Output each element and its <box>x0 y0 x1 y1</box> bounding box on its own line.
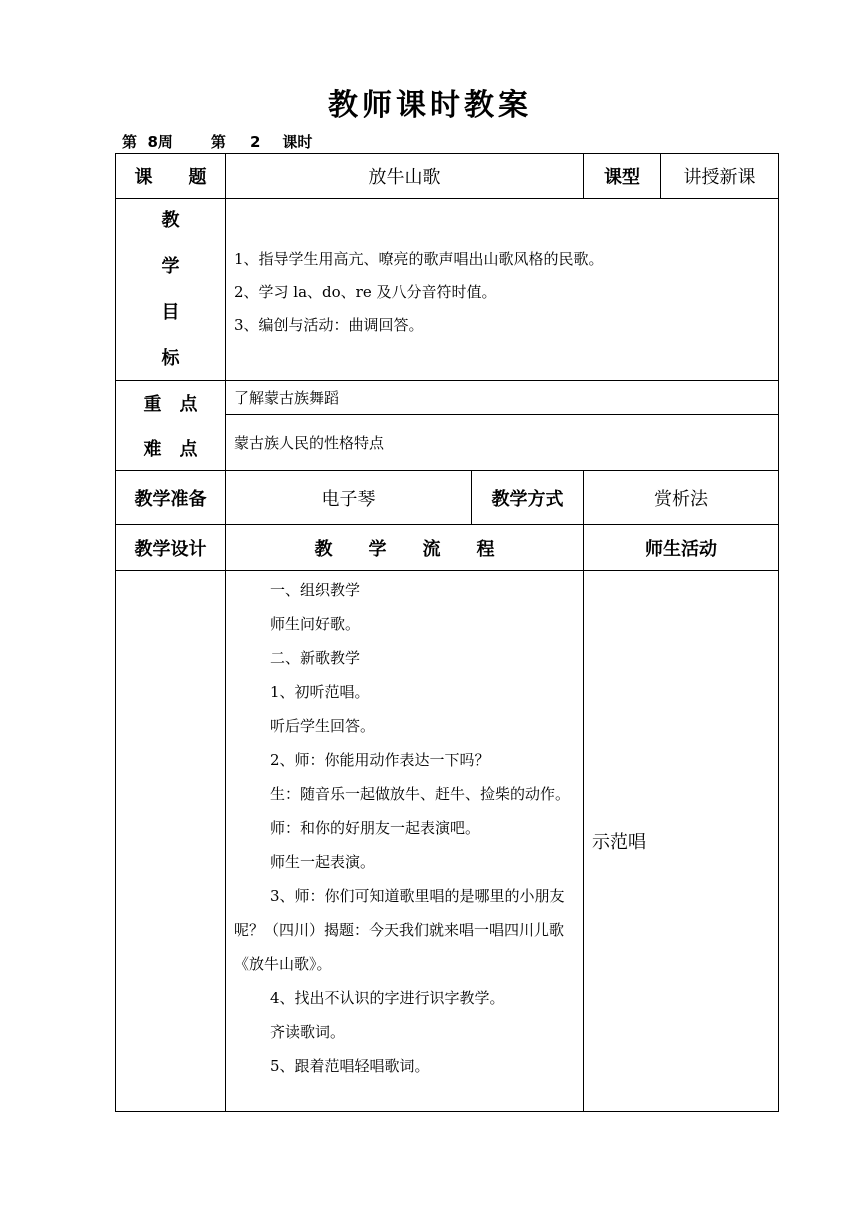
topic-label: 课 题 <box>134 167 207 188</box>
lesson-meta <box>122 132 312 152</box>
goals-label-char: 学 <box>161 255 180 277</box>
prep-value: 电子琴 <box>321 488 376 510</box>
key-point-value: 了解蒙古族舞蹈 <box>234 389 340 407</box>
lesson-prefix: 第 <box>210 133 226 151</box>
process-step: 听后学生回答。 <box>270 717 376 735</box>
goal-item: 2、学习 la、do、re 及八分音符时值。 <box>234 283 497 301</box>
lesson-suffix: 课时 <box>282 133 313 151</box>
lesson-number: 2 <box>249 133 261 151</box>
key-point-label: 重 点 <box>143 394 198 415</box>
difficulty-value: 蒙古族人民的性格特点 <box>234 434 385 452</box>
process-step: 师生一起表演。 <box>270 853 376 871</box>
week-prefix: 第 <box>122 133 138 151</box>
type-label: 课型 <box>604 167 640 188</box>
process-step: 师生问好歌。 <box>270 615 361 633</box>
process-list <box>234 573 578 1083</box>
flow-label: 教 学 流 程 <box>314 538 495 560</box>
process-step: 师：和你的好朋友一起表演吧。 <box>270 819 481 837</box>
prep-label: 教学准备 <box>134 488 207 510</box>
design-label: 教学设计 <box>134 538 207 560</box>
process-step: 二、新歌教学 <box>270 649 361 667</box>
goals-label-char: 教 <box>161 209 180 231</box>
activity-label: 师生活动 <box>645 538 717 560</box>
goal-item: 3、编创与活动：曲调回答。 <box>234 316 424 334</box>
topic-value: 放牛山歌 <box>368 167 441 188</box>
page-title: 教师课时教案 <box>328 88 532 123</box>
activity-value: 示范唱 <box>592 832 646 853</box>
goals-label-char: 标 <box>161 347 180 369</box>
week-suffix: 周 <box>157 133 173 151</box>
method-label: 教学方式 <box>491 488 564 510</box>
process-step: 3、师：你们可知道歌里唱的是哪里的小朋友呢？（四川）揭题：今天我们就来唱一唱四川儿歌《放牛山歌》。 <box>234 887 565 973</box>
goals-label <box>116 199 225 380</box>
goals-label-char: 目 <box>161 301 180 323</box>
process-step: 齐读歌词。 <box>270 1023 346 1041</box>
type-value: 讲授新课 <box>683 167 756 188</box>
process-step: 5、跟着范唱轻唱歌词。 <box>270 1057 430 1075</box>
process-step: 生：随音乐一起做放牛、赶牛、捡柴的动作。 <box>270 785 571 803</box>
method-value: 赏析法 <box>654 488 708 510</box>
week-number: 8 <box>147 133 158 151</box>
goals-list <box>234 243 604 342</box>
difficulty-label: 难 点 <box>143 438 198 460</box>
goal-item: 1、指导学生用高亢、嘹亮的歌声唱出山歌风格的民歌。 <box>234 250 604 268</box>
process-step: 2、师：你能用动作表达一下吗？ <box>270 751 490 769</box>
process-step: 一、组织教学 <box>270 581 361 599</box>
process-step: 4、找出不认识的字进行识字教学。 <box>270 989 505 1007</box>
process-step: 1、初听范唱。 <box>270 683 370 701</box>
